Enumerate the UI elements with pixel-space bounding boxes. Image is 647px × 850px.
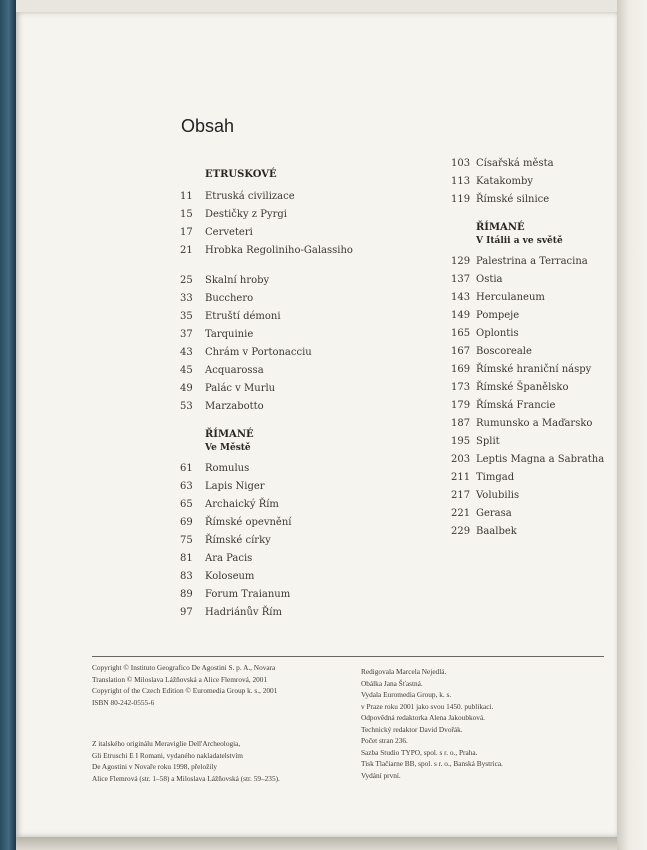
toc-page-number: 61 bbox=[180, 463, 193, 474]
toc-entry-title: Římské Španělsko bbox=[476, 382, 569, 393]
imprint-line: Tisk Tlačiarne BB, spol. s r. o., Banská Bystrica. bbox=[361, 759, 503, 768]
toc-page-number: 203 bbox=[451, 454, 471, 465]
toc-entry-title: Bucchero bbox=[205, 293, 254, 304]
imprint-line: Technický redaktor David Dvořák. bbox=[361, 724, 463, 734]
toc-entry-title: Tarquinie bbox=[205, 329, 254, 340]
imprint-line: Redigovala Marcela Nejedlá. bbox=[361, 667, 447, 676]
toc-entry bbox=[180, 514, 420, 532]
toc-entry-title: Herculaneum bbox=[476, 292, 545, 303]
toc-entry bbox=[180, 326, 420, 344]
toc-page-number: 169 bbox=[451, 364, 471, 375]
toc-entry bbox=[451, 343, 647, 361]
toc-page-number: 37 bbox=[180, 329, 193, 340]
toc-entry bbox=[180, 188, 420, 206]
toc-page-number: 63 bbox=[180, 481, 193, 492]
toc-right-column bbox=[451, 155, 647, 541]
toc-entry-title: Římské hraniční náspy bbox=[476, 364, 592, 375]
toc-list-continued bbox=[451, 155, 647, 209]
toc-entry bbox=[180, 604, 420, 622]
toc-entry bbox=[451, 155, 647, 173]
toc-page-number: 75 bbox=[180, 535, 193, 546]
toc-entry-title: Destičky z Pyrgi bbox=[205, 209, 287, 220]
toc-entry bbox=[451, 191, 647, 209]
imprint-line: Vydala Euromedia Group, k. s. bbox=[361, 690, 452, 699]
imprint-line: Sazba Studio TYPO, spol. s r. o., Praha. bbox=[361, 747, 478, 757]
toc-entry bbox=[180, 308, 420, 326]
imprint-line: De Agostini v Novaře roku 1998, přeložily bbox=[92, 762, 218, 771]
toc-entry-title: Baalbek bbox=[476, 526, 517, 537]
toc-entry bbox=[451, 271, 647, 289]
toc-entry bbox=[180, 550, 420, 568]
toc-entry-title: Timgad bbox=[476, 472, 515, 483]
toc-entry bbox=[180, 362, 420, 380]
imprint-line: Gli Etruschi E I Romani, vydaného nakladatelstvím bbox=[92, 750, 243, 760]
imprint-line: v Praze roku 2001 jako svou 1450. publikaci. bbox=[361, 701, 494, 711]
toc-entry-title: Archaický Řím bbox=[205, 499, 279, 510]
toc-page-number: 35 bbox=[180, 311, 193, 322]
imprint-line: Počet stran 236. bbox=[361, 736, 408, 745]
toc-page-number: 33 bbox=[180, 293, 193, 304]
imprint-line: ISBN 80-242-0555-6 bbox=[92, 697, 155, 707]
toc-entry-title: Oplontis bbox=[476, 328, 519, 339]
toc-entry bbox=[180, 496, 420, 514]
imprint-line: Alice Flemrová (str. 1–58) a Miloslava Lážňovská (str. 59–235). bbox=[92, 773, 280, 783]
toc-entry bbox=[180, 344, 420, 362]
toc-entry-title: Koloseum bbox=[205, 571, 255, 582]
toc-entry bbox=[451, 173, 647, 191]
toc-entry-title: Pompeje bbox=[476, 310, 520, 321]
toc-entry bbox=[451, 307, 647, 325]
toc-entry bbox=[451, 451, 647, 469]
toc-entry-title: Acquarossa bbox=[205, 365, 264, 376]
toc-entry bbox=[451, 379, 647, 397]
toc-entry bbox=[180, 290, 420, 308]
toc-page-number: 49 bbox=[180, 383, 193, 394]
imprint-line: Copyright of the Czech Edition © Euromedia Group k. s., 2001 bbox=[92, 686, 278, 695]
toc-page-number: 137 bbox=[451, 274, 471, 285]
imprint-line: Translation © Miloslava Lážňovská a Alice Flemrová, 2001 bbox=[92, 674, 268, 684]
toc-page-number: 187 bbox=[451, 418, 471, 429]
imprint-line: Odpovědná redaktorka Alena Jakoubková. bbox=[361, 713, 486, 722]
section-heading-etruskove: ETRUSKOVÉ bbox=[205, 169, 277, 180]
toc-entry-title: Romulus bbox=[205, 463, 250, 474]
toc-entry-title: Etruská civilizace bbox=[205, 191, 295, 202]
toc-entry bbox=[180, 206, 420, 224]
toc-page-number: 21 bbox=[180, 245, 193, 256]
imprint-copyright bbox=[92, 662, 277, 708]
toc-page-number: 229 bbox=[451, 526, 471, 537]
toc-page-number: 65 bbox=[180, 499, 193, 510]
toc-page-number: 69 bbox=[180, 517, 193, 528]
toc-page-number: 217 bbox=[451, 490, 471, 501]
toc-entry-title: Římské silnice bbox=[476, 194, 550, 205]
imprint-line: Z italského originálu Meraviglie Dell'Archeologia, bbox=[92, 739, 241, 748]
toc-page-number: 43 bbox=[180, 347, 193, 358]
toc-entry bbox=[180, 272, 420, 290]
toc-page-number: 89 bbox=[180, 589, 193, 600]
toc-entry bbox=[180, 568, 420, 586]
toc-entry bbox=[451, 361, 647, 379]
toc-entry bbox=[180, 380, 420, 398]
toc-page-number: 167 bbox=[451, 346, 471, 357]
toc-page-number: 83 bbox=[180, 571, 193, 582]
toc-list-etruskove bbox=[180, 188, 420, 416]
toc-entry bbox=[451, 523, 647, 541]
toc-entry bbox=[451, 505, 647, 523]
toc-entry-title: Hadriánův Řím bbox=[205, 607, 282, 618]
toc-page-number: 53 bbox=[180, 401, 193, 412]
toc-page-number: 173 bbox=[451, 382, 471, 393]
toc-page-number: 17 bbox=[180, 227, 193, 238]
toc-left-column bbox=[180, 168, 420, 622]
toc-page-number: 195 bbox=[451, 436, 471, 447]
toc-page-number: 165 bbox=[451, 328, 471, 339]
toc-page-number: 25 bbox=[180, 275, 193, 286]
toc-entry bbox=[451, 253, 647, 271]
toc-list-v-italii-a-ve-svete bbox=[451, 253, 647, 541]
toc-entry-title: Ara Pacis bbox=[205, 553, 253, 564]
toc-page-number: 81 bbox=[180, 553, 193, 564]
toc-entry-title: Marzabotto bbox=[205, 401, 264, 412]
section-subheading-ve-meste: Ve Městě bbox=[205, 443, 251, 453]
toc-entry-title: Katakomby bbox=[476, 176, 534, 187]
toc-entry-title: Hrobka Regoliniho-Galassiho bbox=[205, 245, 353, 256]
toc-entry-title: Římská Francie bbox=[476, 400, 556, 411]
toc-page-number: 129 bbox=[451, 256, 471, 267]
toc-entry-title: Císařská města bbox=[476, 158, 554, 169]
toc-entry bbox=[180, 532, 420, 550]
toc-entry-title: Gerasa bbox=[476, 508, 512, 519]
page-title: Obsah bbox=[181, 116, 235, 136]
toc-entry-title: Forum Traianum bbox=[205, 589, 291, 600]
toc-entry bbox=[180, 242, 420, 272]
section-subheading-v-italii: V Itálii a ve světě bbox=[476, 236, 563, 246]
imprint-line: Vydání první. bbox=[361, 770, 401, 780]
toc-entry-title: Rumunsko a Maďarsko bbox=[476, 418, 593, 429]
toc-page-number: 221 bbox=[451, 508, 471, 519]
toc-entry bbox=[180, 478, 420, 496]
toc-entry-title: Split bbox=[476, 436, 500, 447]
toc-entry-title: Etruští démoni bbox=[205, 311, 281, 322]
toc-page-number: 179 bbox=[451, 400, 471, 411]
toc-entry bbox=[451, 415, 647, 433]
toc-entry bbox=[180, 586, 420, 604]
toc-list-ve-meste bbox=[180, 460, 420, 622]
toc-entry-title: Ostia bbox=[476, 274, 503, 285]
toc-entry bbox=[451, 433, 647, 451]
toc-entry bbox=[451, 487, 647, 505]
section-heading-rimane: ŘÍMANÉ bbox=[205, 429, 254, 440]
toc-entry-title: Leptis Magna a Sabratha bbox=[476, 454, 605, 465]
divider-rule bbox=[92, 656, 604, 657]
toc-entry-title: Volubilis bbox=[476, 490, 520, 501]
imprint-translation-note bbox=[92, 738, 280, 784]
toc-entry bbox=[451, 289, 647, 307]
toc-page-number: 11 bbox=[180, 191, 193, 202]
toc-page-number: 149 bbox=[451, 310, 471, 321]
toc-entry bbox=[180, 398, 420, 416]
toc-page-number: 15 bbox=[180, 209, 193, 220]
imprint-publisher-credits bbox=[361, 666, 503, 781]
page-bottom-edge bbox=[16, 837, 617, 850]
imprint-line: Copyright © Instituto Geografico De Agostini S. p. A., Novara bbox=[92, 663, 276, 672]
toc-entry-title: Lapis Niger bbox=[205, 481, 265, 492]
toc-entry-title: Římské círky bbox=[205, 535, 271, 546]
toc-page-number: 103 bbox=[451, 158, 471, 169]
toc-entry-title: Skalní hroby bbox=[205, 275, 270, 286]
toc-entry bbox=[180, 460, 420, 478]
toc-entry-title: Chrám v Portonacciu bbox=[205, 347, 312, 358]
toc-page-number: 143 bbox=[451, 292, 471, 303]
toc-page-number: 211 bbox=[451, 472, 471, 483]
toc-page-number: 45 bbox=[180, 365, 193, 376]
toc-entry bbox=[451, 397, 647, 415]
toc-page-number: 113 bbox=[451, 176, 471, 187]
book-spine bbox=[0, 0, 16, 850]
toc-entry-title: Boscoreale bbox=[476, 346, 532, 357]
toc-entry bbox=[180, 224, 420, 242]
toc-page-number: 119 bbox=[451, 194, 471, 205]
toc-page-number: 97 bbox=[180, 607, 193, 618]
toc-entry-title: Římské opevnění bbox=[205, 517, 292, 528]
toc-entry-title: Palác v Murlu bbox=[205, 383, 276, 394]
toc-entry-title: Palestrina a Terracina bbox=[476, 256, 588, 267]
toc-entry bbox=[451, 325, 647, 343]
toc-entry bbox=[451, 469, 647, 487]
toc-entry-title: Cerveteri bbox=[205, 227, 253, 238]
section-heading-rimane-svet: ŘÍMANÉ bbox=[476, 222, 525, 233]
imprint-line: Obálka Jana Šťastná. bbox=[361, 678, 423, 688]
